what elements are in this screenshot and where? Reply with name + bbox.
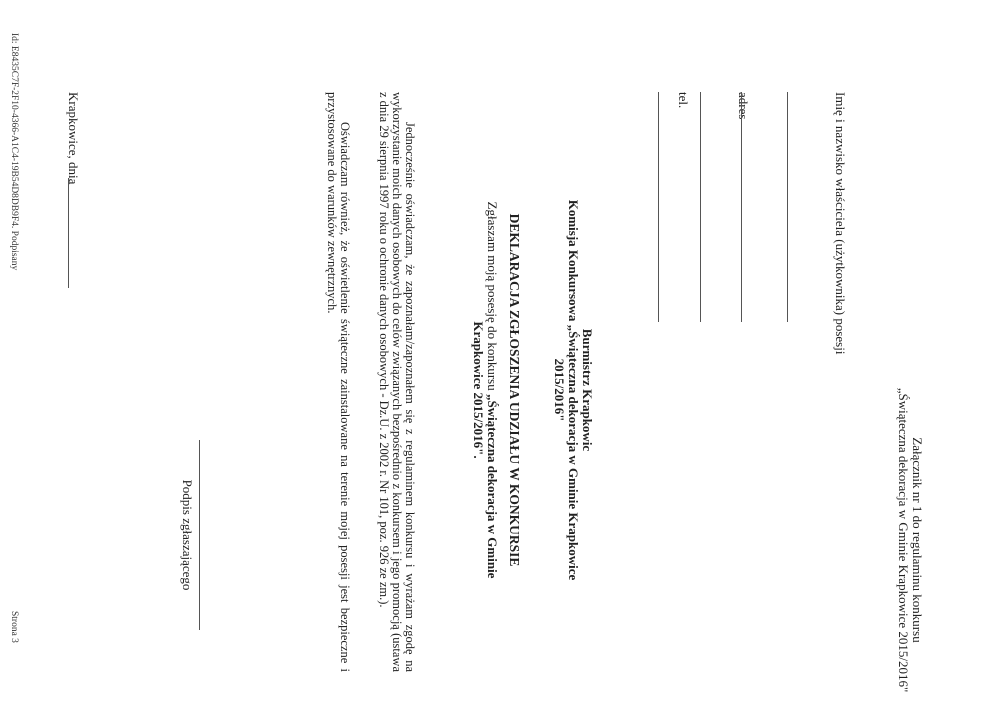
owner-name-line bbox=[787, 92, 788, 322]
contest-name-line2: Krapkowice 2015/2016". bbox=[471, 321, 486, 459]
recipient-line1: Burmistrz Krapkowic bbox=[580, 328, 595, 452]
recipient-line3: 2015/2016" bbox=[552, 358, 567, 422]
place-date-label: Krapkowice, dnia bbox=[66, 92, 81, 185]
recipient-line2: Komisja Konkursowa „Świąteczna dekoracja w Gminie Krapkowice bbox=[566, 199, 581, 581]
signature-line bbox=[199, 440, 200, 630]
page-number-footer: Strona 3 bbox=[9, 611, 19, 643]
address-line bbox=[741, 92, 742, 322]
recipient-block bbox=[552, 150, 594, 630]
document-id-footer: Id: E8435C7F-2F10-4366-A1C4-19B54D8DB9F4. Podpisany bbox=[9, 33, 19, 271]
attachment-header bbox=[896, 380, 924, 700]
contest-name-line1: „Świąteczna dekoracja w Gminie bbox=[485, 393, 500, 579]
declaration-title: DEKLARACJA ZGŁOSZENIA UDZIAŁU W KONKURSIE bbox=[507, 213, 522, 567]
submission-text: Zgłaszam moją posesję do konkursu bbox=[485, 201, 500, 391]
address-line-2 bbox=[700, 92, 701, 322]
attachment-header-line1: Załącznik nr 1 do regulaminu konkursu bbox=[910, 437, 925, 643]
address-label: adres bbox=[736, 92, 751, 120]
owner-name-label: Imię i nazwisko właściciela (użytkownika) posesji bbox=[833, 92, 848, 355]
signature-label: Podpis zgłaszającego bbox=[180, 479, 195, 591]
date-line bbox=[68, 178, 69, 288]
phone-line bbox=[658, 92, 659, 322]
statement-paragraph-1: Jednocześnie oświadczam, że zapoznałam/zapoznałem się z regulaminem konkursu i wyrażam zgodę na wykorzystanie moich danych osobowych do celów związanych bezpośrednio z konkursem i jego promocją (ustawa z dnia 29 sierpnia 1997 roku o ochronie danych osobowych - Dz.U. z 2002 r. Nr 101, poz. 926 ze zm.). bbox=[377, 92, 417, 672]
phone-label: tel. bbox=[676, 92, 691, 109]
submission-block bbox=[471, 200, 499, 580]
attachment-header-line2: „Świąteczna dekoracja w Gminie Krapkowice 2015/2016" bbox=[896, 387, 911, 693]
statement-paragraph-2: Oświadczam również, że oświetlenie świąteczne zainstalowane na terenie mojej posesji jest bezpieczne i przystosowane do warunków zewnętrznych. bbox=[325, 92, 352, 672]
submission-line1 bbox=[485, 200, 499, 580]
